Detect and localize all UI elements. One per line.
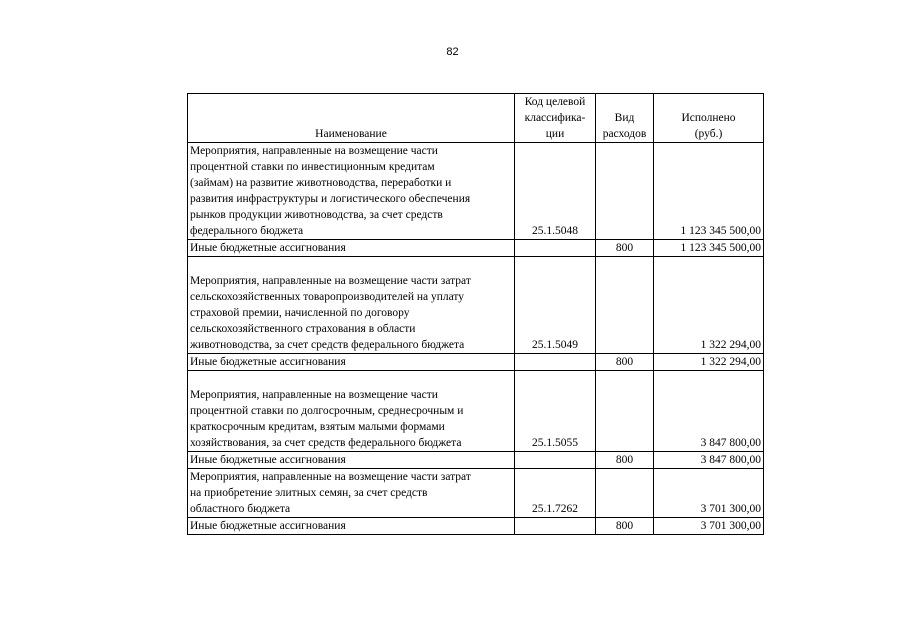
table-row	[188, 371, 764, 452]
row-name: Иные бюджетные ассигнования	[188, 240, 515, 257]
row-type	[596, 143, 654, 240]
row-code	[515, 240, 596, 257]
table-header-row	[188, 94, 764, 143]
row-sum: 1 123 345 500,00	[654, 240, 764, 257]
row-sum: 3 847 800,00	[654, 452, 764, 469]
row-name: Мероприятия, направленные на возмещение части затрат на приобретение элитных семян, за счет средств областного бюджета	[190, 471, 471, 515]
header-name: Наименование	[188, 94, 515, 143]
row-code: 25.1.5055	[515, 371, 596, 452]
page-number: 82	[446, 46, 459, 58]
row-type	[596, 469, 654, 518]
row-name-cell	[188, 143, 515, 240]
header-expense-type: Вид расходов	[596, 94, 654, 143]
budget-execution-table	[187, 93, 764, 535]
row-name: Мероприятия, направленные на возмещение части затрат сельскохозяйственных товаропроизводителей на уплату страховой премии, начисленной по договору сельскохозяйственного страхования в области животноводства, за счет средств федерального бюджета	[190, 275, 471, 351]
row-code: 25.1.7262	[515, 469, 596, 518]
row-type: 800	[596, 518, 654, 535]
row-sum: 1 322 294,00	[654, 257, 764, 354]
row-code	[515, 354, 596, 371]
row-sum: 3 847 800,00	[654, 371, 764, 452]
row-code	[515, 452, 596, 469]
blank-line	[190, 371, 512, 387]
row-sum: 3 701 300,00	[654, 469, 764, 518]
row-name-cell	[188, 257, 515, 354]
row-type	[596, 371, 654, 452]
table-row	[188, 469, 764, 518]
row-name-cell	[188, 469, 515, 518]
table-row	[188, 518, 764, 535]
row-sum: 1 123 345 500,00	[654, 143, 764, 240]
table-row	[188, 452, 764, 469]
row-type	[596, 257, 654, 354]
blank-line	[190, 257, 512, 273]
row-code: 25.1.5049	[515, 257, 596, 354]
row-name: Мероприятия, направленные на возмещение части процентной ставки по инвестиционным кредитам (займам) на развитие животноводства, переработки и развития инфраструктуры и логистического обеспечения рынков продукции животноводства, за счет средств федерального бюджета	[190, 145, 471, 237]
row-code: 25.1.5048	[515, 143, 596, 240]
row-code	[515, 518, 596, 535]
row-type: 800	[596, 240, 654, 257]
row-sum: 1 322 294,00	[654, 354, 764, 371]
row-sum: 3 701 300,00	[654, 518, 764, 535]
row-name: Иные бюджетные ассигнования	[188, 518, 515, 535]
table-row	[188, 240, 764, 257]
row-name: Иные бюджетные ассигнования	[188, 354, 515, 371]
row-name: Мероприятия, направленные на возмещение части процентной ставки по долгосрочным, среднесрочным и краткосрочным кредитам, взятым малыми формами хозяйствования, за счет средств федерального бюджета	[190, 389, 464, 449]
table-row	[188, 143, 764, 240]
row-name: Иные бюджетные ассигнования	[188, 452, 515, 469]
row-type: 800	[596, 354, 654, 371]
table-row	[188, 354, 764, 371]
row-type: 800	[596, 452, 654, 469]
header-code: Код целевой классифика- ции	[515, 94, 596, 143]
table-row	[188, 257, 764, 354]
row-name-cell	[188, 371, 515, 452]
header-executed-amount: Исполнено (руб.)	[654, 94, 764, 143]
